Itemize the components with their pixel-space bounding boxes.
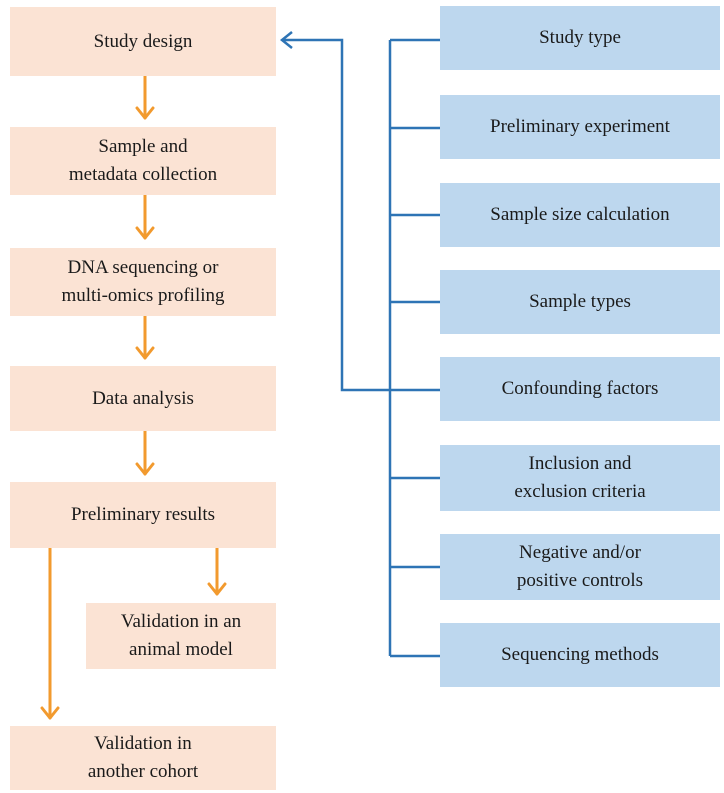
- feedback-line: [282, 40, 390, 390]
- arrow-design-to-collection: [137, 76, 153, 118]
- validation-cohort-box: [10, 726, 276, 790]
- study-type-label: Study type: [539, 27, 621, 48]
- confounding-factors-label: Confounding factors: [501, 378, 659, 399]
- arrow-collection-to-sequencing: [137, 195, 153, 238]
- confounding-factors-box: [440, 357, 720, 421]
- inclusion-exclusion-label: Inclusion and exclusion criteria: [514, 453, 646, 502]
- preliminary-experiment-label: Preliminary experiment: [490, 116, 670, 137]
- sample-size-label: Sample size calculation: [490, 204, 670, 225]
- sample-collection-label: Sample and metadata collection: [68, 136, 218, 185]
- sample-types-label: Sample types: [529, 291, 631, 312]
- data-analysis-label: Data analysis: [92, 387, 194, 409]
- sequencing-box: [10, 248, 276, 316]
- arrow-analysis-to-results: [137, 431, 153, 474]
- sample-types-box: [440, 270, 720, 334]
- sample-size-box: [440, 183, 720, 247]
- study-design-box: [10, 7, 276, 76]
- preliminary-results-box: [10, 482, 276, 548]
- inclusion-exclusion-box: [440, 445, 720, 511]
- preliminary-results-label: Preliminary results: [70, 504, 216, 525]
- data-analysis-box: [10, 366, 276, 431]
- study-type-box: [440, 6, 720, 70]
- sequencing-methods-label: Sequencing methods: [501, 644, 659, 665]
- sequencing-label: DNA sequencing or multi-omics profiling: [61, 257, 225, 306]
- study-design-label: Study design: [93, 30, 193, 52]
- controls-box: [440, 534, 720, 600]
- sample-collection-box: [10, 127, 276, 195]
- arrow-results-to-animal-validation: [209, 548, 225, 594]
- sequencing-methods-box: [440, 623, 720, 687]
- arrow-sequencing-to-analysis: [137, 316, 153, 358]
- factor-bracket: [282, 32, 440, 656]
- validation-animal-label: Validation in an animal model: [120, 611, 242, 660]
- controls-label: Negative and/or positive controls: [516, 542, 644, 591]
- arrow-results-to-cohort-validation: [42, 548, 58, 718]
- validation-cohort-label: Validation in another cohort: [87, 733, 199, 782]
- validation-animal-box: [86, 603, 276, 669]
- preliminary-experiment-box: [440, 95, 720, 159]
